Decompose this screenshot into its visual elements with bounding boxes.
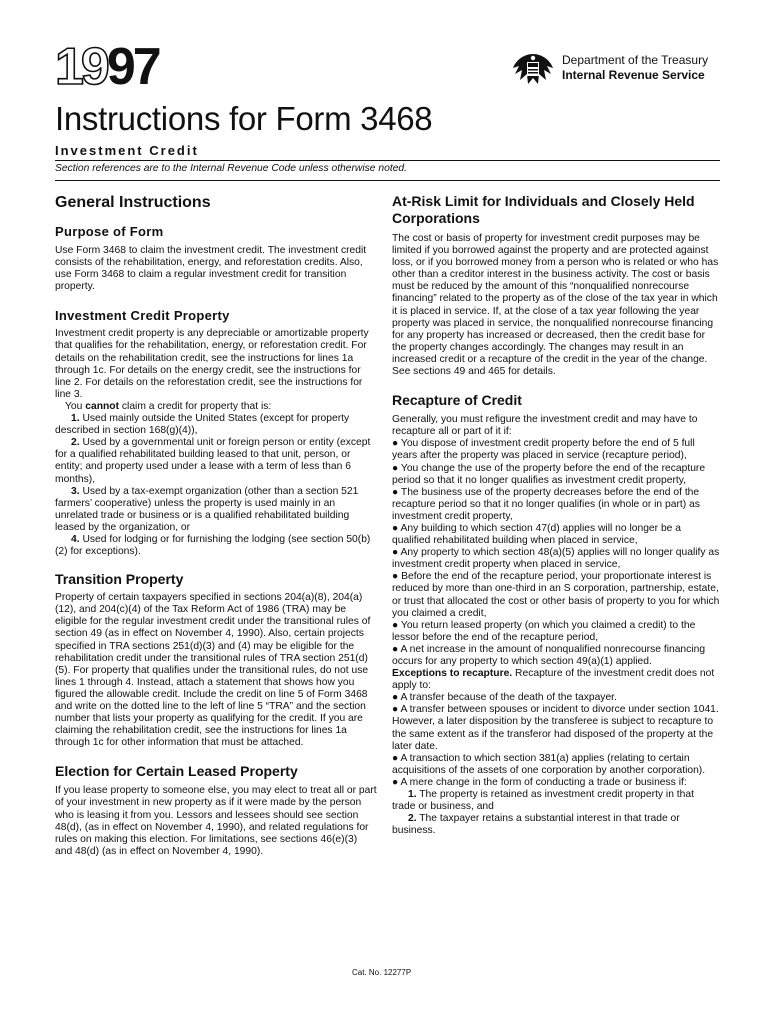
bullet-text: Any property to which section 48(a)(5) applies will no longer qualify as investment credit property when placed in service, bbox=[392, 547, 720, 571]
bullet-icon: ● bbox=[392, 462, 401, 474]
item-text: Used by a governmental unit or foreign person or entity (except for a qualified rehabilitated building leased to that unit, person, or entity; and property used under a lease with a term of less than 6 months), bbox=[55, 437, 371, 485]
header-divider-bottom bbox=[55, 180, 720, 181]
bullet-icon: ● bbox=[392, 692, 401, 704]
purpose-heading: Purpose of Form bbox=[55, 224, 164, 239]
year-outline-digits: 19 bbox=[55, 38, 107, 96]
list-item bbox=[55, 437, 377, 485]
bullet-text: A transfer because of the death of the taxpayer. bbox=[400, 692, 617, 704]
left-column bbox=[55, 193, 377, 858]
bullet-item bbox=[392, 463, 720, 487]
bullet-icon: ● bbox=[392, 704, 401, 716]
at-risk-text: The cost or basis of property for investment credit purposes may be limited if you borrowed against the property and are protected against loss, or if you borrowed money from a person who is related or who has other than a creditor interest in the business activity. The cost or basis must be reduced by the amount of this “nonqualified nonrecourse financing” related to the property as of the close of the tax year in which it is placed in service. If, at the close of a tax year following the year property was placed in service, the nonqualified nonrecourse financing for any property has increased or decreased, then the credit base for the property changes accordingly. The changes may result in an increased credit or a recapture of the credit in the year of the change. See sections 49 and 465 for details. bbox=[392, 233, 719, 378]
bullet-text: You change the use of the property before the end of the recapture period so that it no longer qualifies as investment credit property, bbox=[392, 462, 706, 486]
item-number: 1. bbox=[408, 789, 417, 801]
list-item bbox=[392, 789, 720, 813]
bullet-icon: ● bbox=[392, 547, 401, 559]
page-title: Instructions for Form 3468 bbox=[55, 100, 433, 137]
agency-irs: Internal Revenue Service bbox=[562, 68, 705, 82]
bullet-icon: ● bbox=[392, 619, 401, 631]
bullet-icon: ● bbox=[392, 571, 402, 583]
list-item bbox=[55, 534, 377, 558]
bullet-text: A transfer between spouses or incident to divorce under section 1041. However, a later disposition by the transferee is subject to recapture to the same extent as if the transferor had disposed of the property at the later date. bbox=[392, 704, 719, 752]
list-item bbox=[392, 813, 720, 837]
item-number: 3. bbox=[71, 485, 80, 497]
item-number: 4. bbox=[71, 533, 80, 545]
bullet-item bbox=[392, 644, 720, 668]
bullet-item bbox=[392, 692, 720, 704]
item-text: Used mainly outside the United States (except for property described in section 168(g)(4)), bbox=[55, 413, 350, 437]
transition-text: Property of certain taxpayers specified in sections 204(a)(8), 204(a)(12), and 204(c)(4) of the Tax Reform Act of 1986 (TRA) may be eligible for the regular investment credit under the transitional rules of section 49 (as in effect on November 4, 1990). Also, certain projects specified in TRA sections 251(d)(3) and (4) may be eligible for the rehabilitation credit under the transitional rules of TRA section 251(d)(5). For property that qualifies under the transitional rules, do not use lines 1 through 4. Instead, attach a statement that shows how you figured the allowable credit. Include the credit on line 5 of Form 3468 and write on the dotted line to the left of line 5 “TRA” and the section number that lists your property as qualifying for the credit. If you are claiming the rehabilitation credit, see the instructions for lines 1a through 1c for other information that must be attached. bbox=[55, 592, 371, 749]
bullet-icon: ● bbox=[392, 643, 401, 655]
icp-heading: Investment Credit Property bbox=[55, 308, 230, 324]
transition-heading: Transition Property bbox=[55, 571, 184, 588]
exceptions-text: Recapture of the investment credit does not apply to: bbox=[392, 668, 715, 692]
header-divider bbox=[55, 160, 720, 161]
bullet-item bbox=[392, 753, 720, 777]
bullet-item bbox=[392, 704, 720, 752]
leased-text: If you lease property to someone else, you may elect to treat all or part of your investment in new property as if it were made by the person who is leasing it from you. Lessors and lessees should see section 48(d), (as in effect on November 4, 1990), and related regulations for rules on making this election. For limitations, see sections 46(e)(3) and 48(d) (as in effect on November 4, 1990). bbox=[55, 785, 377, 857]
bullet-icon: ● bbox=[392, 486, 401, 498]
recapture-intro: Generally, you must refigure the investment credit and may have to recapture all or part of it if: bbox=[392, 414, 698, 438]
exceptions-intro bbox=[392, 668, 720, 692]
bullet-item bbox=[392, 547, 720, 571]
bullet-text: You return leased property (on which you claimed a credit) to the lessor before the end of the recapture period, bbox=[392, 619, 696, 643]
agency-block bbox=[562, 53, 708, 83]
right-column bbox=[392, 193, 720, 837]
irs-eagle-logo-icon bbox=[510, 50, 556, 88]
bullet-icon: ● bbox=[392, 776, 401, 788]
bullet-text: You dispose of investment credit property before the end of 5 full years after the property was placed in service (recapture period), bbox=[392, 438, 695, 462]
item-text: The taxpayer retains a substantial interest in that trade or business. bbox=[392, 813, 680, 837]
cannot-intro bbox=[55, 401, 377, 413]
bullet-text: A transaction to which section 381(a) applies (relating to certain acquisitions of the assets of one corporation by another corporation). bbox=[392, 752, 706, 776]
agency-department: Department of the Treasury bbox=[562, 53, 709, 67]
item-number: 1. bbox=[71, 413, 80, 425]
item-text: Used for lodging or for furnishing the lodging (see section 50(b)(2) for exceptions). bbox=[55, 533, 371, 558]
general-instructions-heading: General Instructions bbox=[55, 194, 211, 211]
at-risk-heading: At-Risk Limit for Individuals and Closely Held Corporations bbox=[392, 193, 695, 226]
bullet-icon: ● bbox=[392, 752, 401, 764]
icp-text: Investment credit property is any depreciable or amortizable property that qualifies for the rehabilitation, energy, or reforestation credit. For details on the rehabilitation credit, see the instructions for lines 1a through 1c. For details on the energy credit, see the instructions for line 2. For details on the reforestation credit, see the instructions for line 3. bbox=[55, 328, 369, 400]
cannot-bold: cannot bbox=[85, 400, 120, 412]
list-item bbox=[55, 486, 377, 534]
bullet-item bbox=[392, 571, 720, 619]
item-text: Used by a tax-exempt organization (other than a section 521 farmers’ cooperative) unless the property is used mainly in an unrelated trade or business or is a qualified rehabilitated building leased by the organization, or bbox=[55, 485, 359, 533]
catalog-number: Cat. No. 12277P bbox=[352, 968, 412, 977]
item-text: The property is retained as investment credit property in that trade or business, and bbox=[392, 789, 694, 813]
leased-heading: Election for Certain Leased Property bbox=[55, 763, 298, 780]
exceptions-bold: Exceptions to recapture. bbox=[392, 668, 513, 680]
item-number: 2. bbox=[408, 813, 417, 825]
bullet-icon: ● bbox=[392, 438, 401, 450]
bullet-item bbox=[392, 487, 720, 523]
bullet-icon: ● bbox=[392, 522, 401, 534]
bullet-text: The business use of the property decreases before the end of the recapture period so that it no longer qualifies (in whole or in part) as investment credit property, bbox=[392, 486, 700, 522]
section-reference-note: Section references are to the Internal Revenue Code unless otherwise noted. bbox=[55, 163, 408, 174]
form-year bbox=[55, 38, 159, 96]
bullet-item bbox=[392, 620, 720, 644]
bullet-item bbox=[392, 777, 720, 789]
bullet-text: A mere change in the form of conducting a trade or business if: bbox=[400, 776, 687, 788]
list-item bbox=[55, 413, 377, 437]
item-number: 2. bbox=[71, 437, 80, 449]
bullet-item bbox=[392, 523, 720, 547]
bullet-text: Before the end of the recapture period, your proportionate interest is reduced by more than one-third in an S corporation, partnership, estate, or trust that allocated the cost or other basis of property to you for which you claimed a credit, bbox=[392, 571, 720, 619]
page-subtitle: Investment Credit bbox=[55, 143, 199, 158]
bullet-text: A net increase in the amount of nonqualified nonrecourse financing occurs for any property to which section 49(a)(1) applied. bbox=[392, 643, 706, 667]
bullet-item bbox=[392, 438, 720, 462]
year-solid-digits: 97 bbox=[106, 38, 159, 96]
recapture-heading: Recapture of Credit bbox=[392, 392, 522, 409]
cannot-pre: You bbox=[65, 400, 86, 412]
purpose-text: Use Form 3468 to claim the investment credit. The investment credit consists of the rehabilitation, energy, and reforestation credits. Also, use Form 3468 to claim a regular investment credit for transition property. bbox=[55, 245, 367, 293]
bullet-text: Any building to which section 47(d) applies will no longer be a qualified rehabilitated building when placed in service, bbox=[392, 522, 681, 547]
cannot-post: claim a credit for property that is: bbox=[119, 400, 272, 412]
